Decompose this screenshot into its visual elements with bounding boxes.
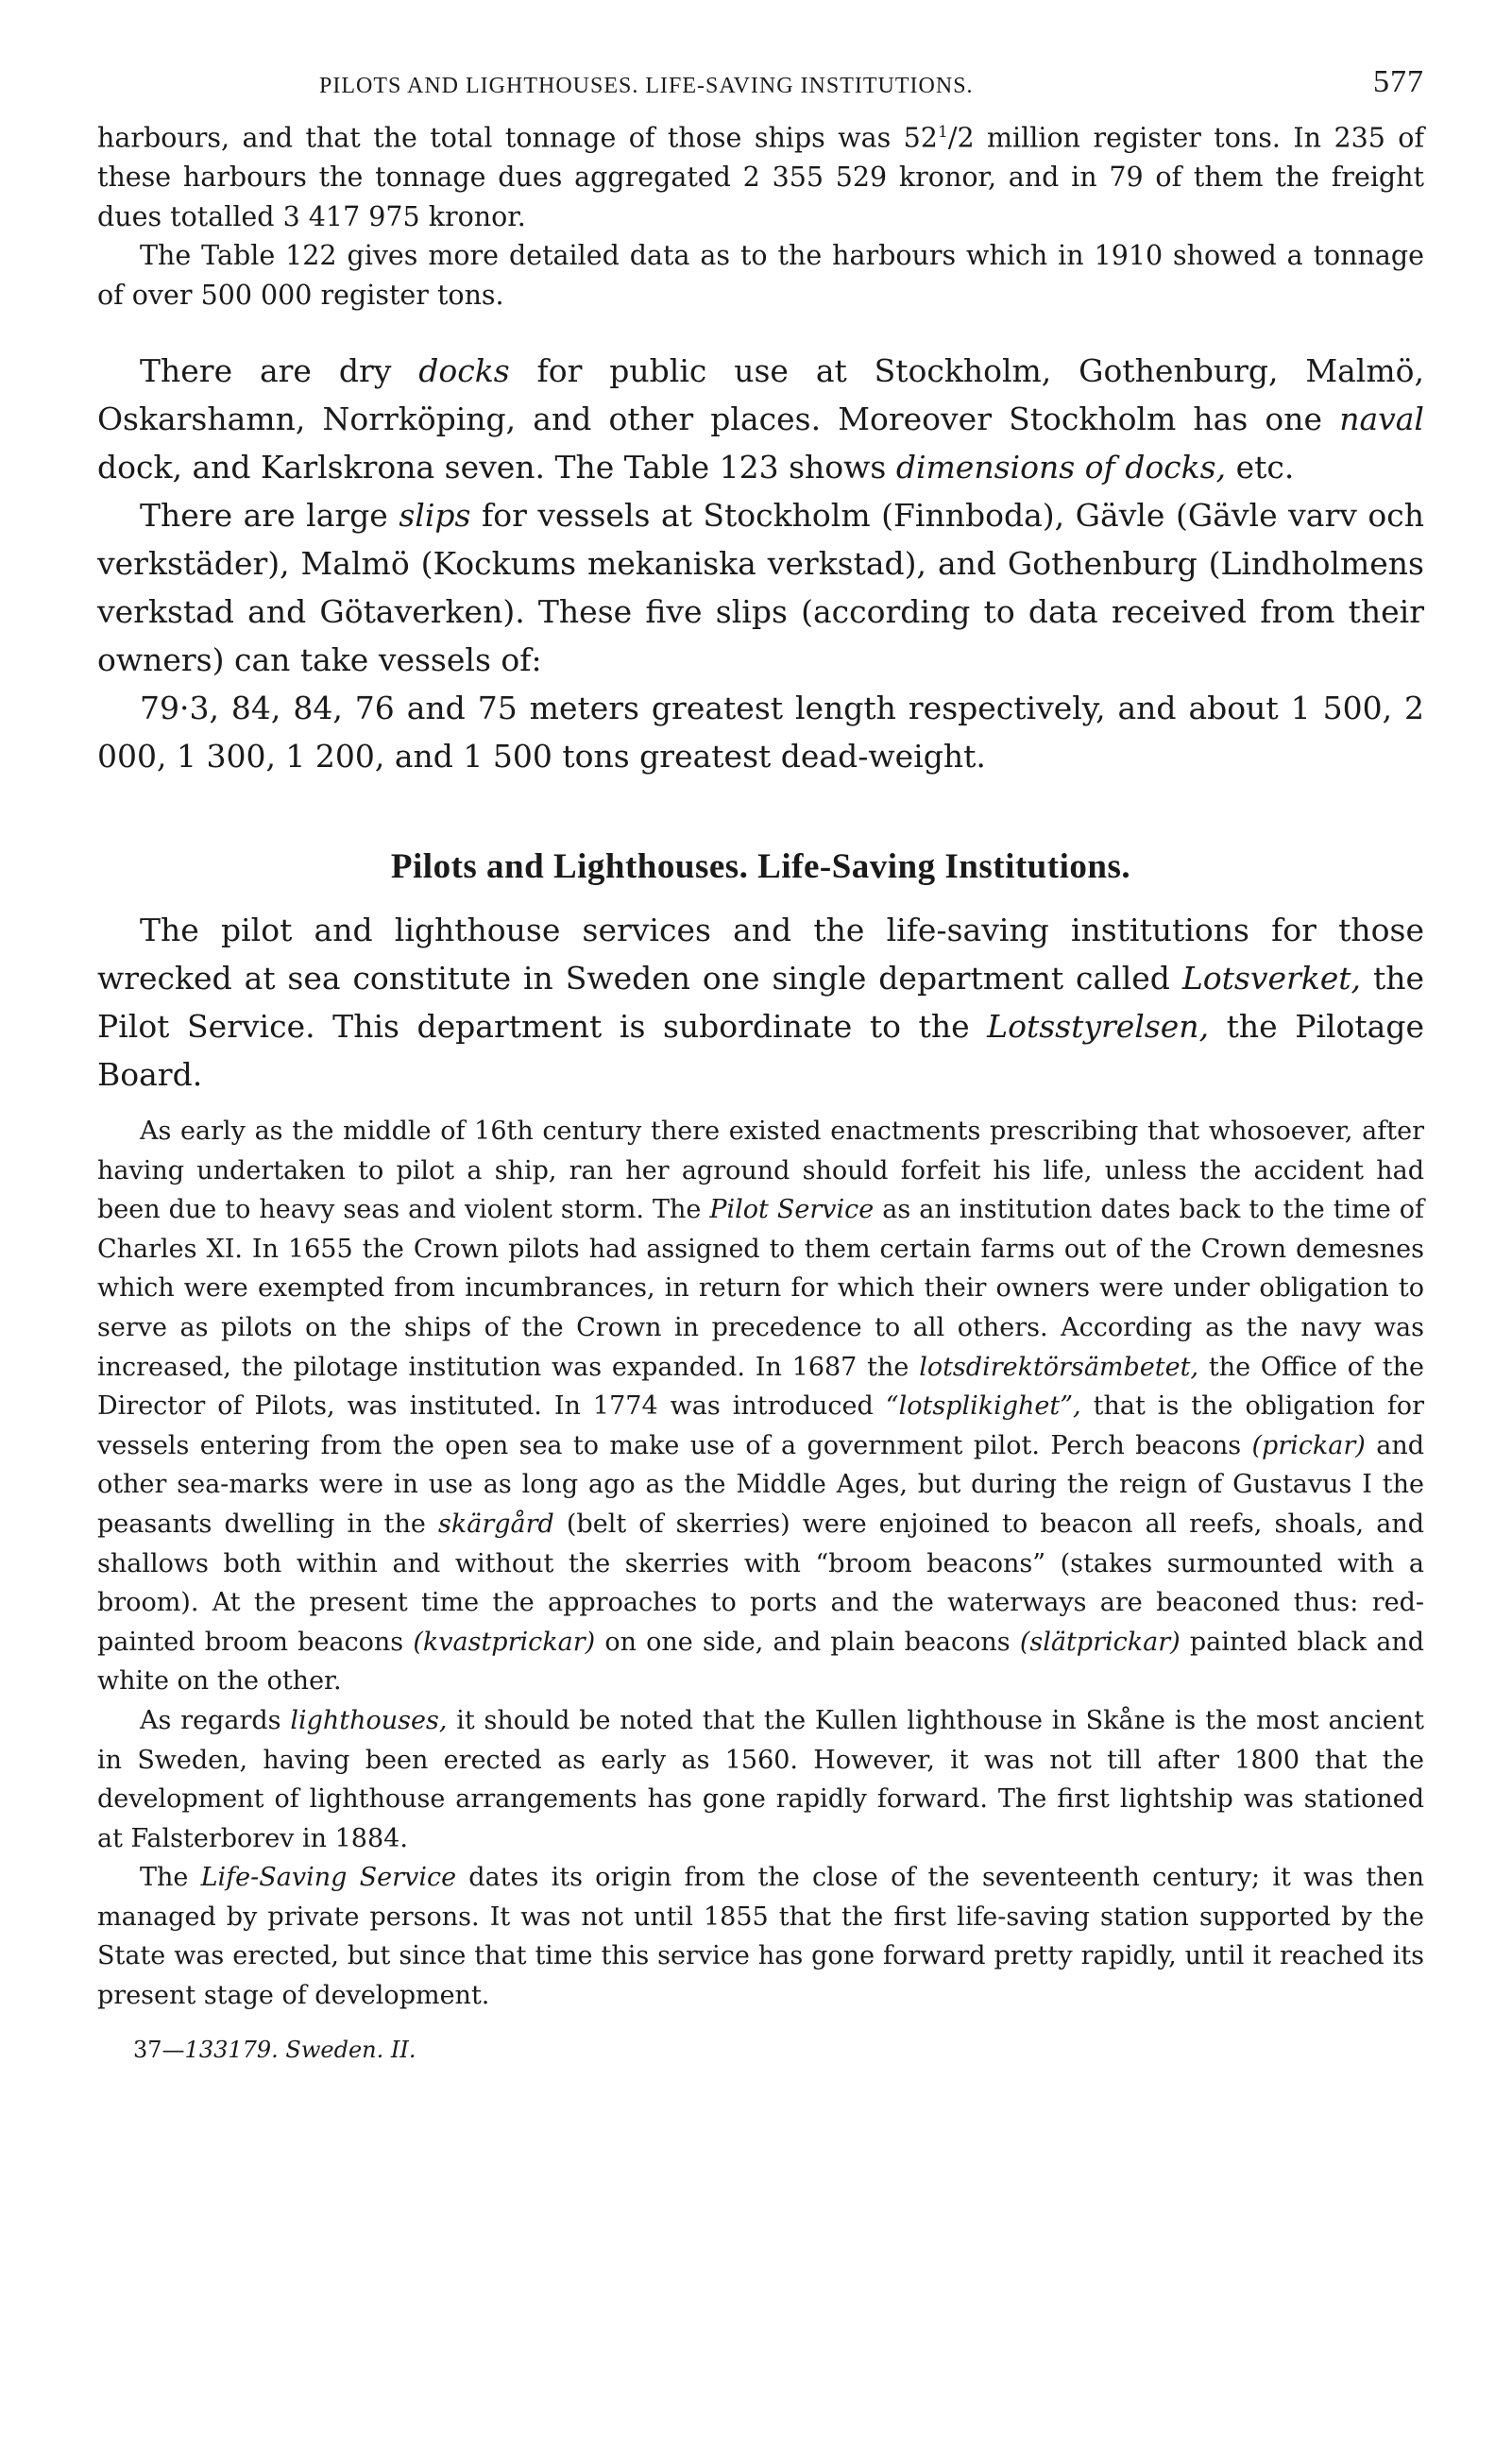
text-run: and other sea-marks were in use as long ago as the Middle Ages, but during the reign of Gustavus I the peasants dwelling in the — [97, 1430, 1424, 1539]
footer-signature — [97, 2037, 1424, 2063]
text-run: as an institution dates back to the time of Charles XI. In 1655 the Crown pilots had assigned to them certain farms out of the Crown demesnes which were exempted from incumbrances, in return for which their owners were under obligation to serve as pilots on the ships of the Crown in precedence to all others. According as the navy was increased, the pilotage institution was expanded. In 1687 the — [97, 1195, 1425, 1382]
italic-term: Lotsstyrelsen, — [987, 1008, 1210, 1045]
section-pilots — [97, 906, 1424, 2016]
text-run: painted black and white on the other. — [97, 1627, 1424, 1697]
paragraph-harbour-tonnage — [97, 113, 1424, 236]
italic-term: slips — [399, 497, 471, 534]
italic-term: naval — [1339, 401, 1424, 437]
text-run: that is the obligation for vessels entering from the open sea to make use of a government pilot. Perch beacons — [97, 1391, 1424, 1460]
italic-term: skärgård — [438, 1509, 554, 1539]
running-head — [97, 57, 1424, 113]
italic-term: docks — [418, 352, 510, 389]
italic-term: Lotsverket, — [1181, 960, 1362, 997]
paragraph-lighthouses — [97, 1701, 1424, 1858]
text-run: /2 million register tons. In 235 of these harbours the tonnage dues aggregated 2 355 529 kronor, and in 79 of them the freight dues totalled 3 417 975 kronor. — [97, 122, 1424, 232]
text-run: dates its origin from the close of the seventeenth century; it was then managed by private persons. It was not until 1855 that the first life-saving station supported by the State was erected, but since that time this service has gone forward pretty rapidly, until it reached its present stage of development. — [97, 1863, 1424, 2011]
text-run: the Pilotage Board. — [97, 1008, 1425, 1093]
text-run: etc. — [1226, 449, 1295, 486]
italic-term: lighthouses, — [290, 1705, 448, 1735]
superscript: 1 — [937, 123, 948, 142]
text-run: for vessels at Stockholm (Finnboda), Gävle (Gävle varv och verkstäder), Malmö (Kockums mekaniska verkstad), and Gothenburg (Lindholmens verkstad and Götaverken). These five slips (according to data received from their owners) can take vessels of: — [97, 497, 1425, 678]
text-run: dock, and Karlskrona seven. The Table 123 shows — [97, 449, 896, 486]
text-run: harbours, and that the total tonnage of those ships was 52 — [97, 122, 938, 154]
footer-number: 37— — [133, 2036, 185, 2063]
text-run: There are large — [140, 497, 399, 534]
text-run: on one side, and plain beacons — [595, 1627, 1020, 1657]
page — [97, 57, 1424, 2063]
paragraph-slip-figures: 79·3, 84, 84, 76 and 75 meters greatest length respectively, and about 1 500, 2 000, 1 300, 1 200, and 1 500 tons greatest dead-weight. — [97, 690, 1424, 775]
italic-term: “lotsplikighet”, — [885, 1391, 1081, 1422]
text-run: As early as the middle of 16th century there existed enactments prescribing that whosoever, after having undertaken to pilot a ship, ran her aground should forfeit his life, unless the accident had been due to heavy seas and violent storm. The — [97, 1117, 1424, 1225]
paragraph-dry-docks — [97, 347, 1424, 491]
paragraph-slips — [97, 491, 1424, 684]
italic-term: dimensions of docks, — [895, 449, 1227, 486]
text-run: it should be noted that the Kullen lighthouse in Skåne is the most ancient in Sweden, having been erected as early as 1560. However, it was not till after 1800 that the development of lighthouse arrangements has gone rapidly forward. The first lightship was stationed at Falsterborev in 1884. — [97, 1705, 1424, 1853]
text-run: the Pilot Service. This department is subordinate to the — [97, 960, 1424, 1045]
running-head-title: PILOTS AND LIGHTHOUSES. LIFE-SAVING INSTITUTIONS. — [319, 74, 974, 98]
text-run: As regards — [140, 1705, 291, 1735]
italic-term: (prickar) — [1251, 1430, 1366, 1460]
text-run: the Office of the Director of Pilots, was instituted. In 1774 was introduced — [97, 1352, 1424, 1422]
text-run: for public use at Stockholm, Gothenburg, Malmö, Oskarshamn, Norrköping, and other places. Moreover Stockholm has one — [97, 352, 1424, 437]
paragraph-pilot-department — [97, 906, 1424, 1099]
italic-term: Life-Saving Service — [200, 1863, 457, 1893]
section-harbours-docks — [97, 113, 1424, 780]
text-run: There are dry — [140, 352, 419, 389]
paragraph-table-122: The Table 122 gives more detailed data as to the harbours which in 1910 showed a tonnage of over 500 000 register tons. — [97, 240, 1424, 311]
italic-term: Pilot Service — [709, 1195, 875, 1225]
italic-term: lotsdirektörsämbetet, — [919, 1352, 1199, 1382]
text-run: The pilot and lighthouse services and the life-saving institutions for those wrecked at sea constitute in Sweden one single department called — [97, 912, 1424, 997]
paragraph-life-saving — [97, 1858, 1424, 2015]
paragraph-pilot-history — [97, 1112, 1424, 1701]
text-run: (belt of skerries) were enjoined to beacon all reefs, shoals, and shallows both within and without the skerries with “broom beacons” (stakes surmounted with a broom). At the present time the approaches to ports and the waterways are beaconed thus: red-painted broom beacons — [97, 1509, 1424, 1657]
text-run: The — [140, 1863, 201, 1893]
section-heading: Pilots and Lighthouses. Life-Saving Institutions. — [390, 847, 1131, 886]
italic-term: (kvastprickar) — [413, 1627, 596, 1657]
footer-imprint: 133179. Sweden. II. — [184, 2036, 416, 2063]
italic-term: (slätprickar) — [1019, 1627, 1181, 1657]
page-number: 577 — [1373, 64, 1424, 99]
